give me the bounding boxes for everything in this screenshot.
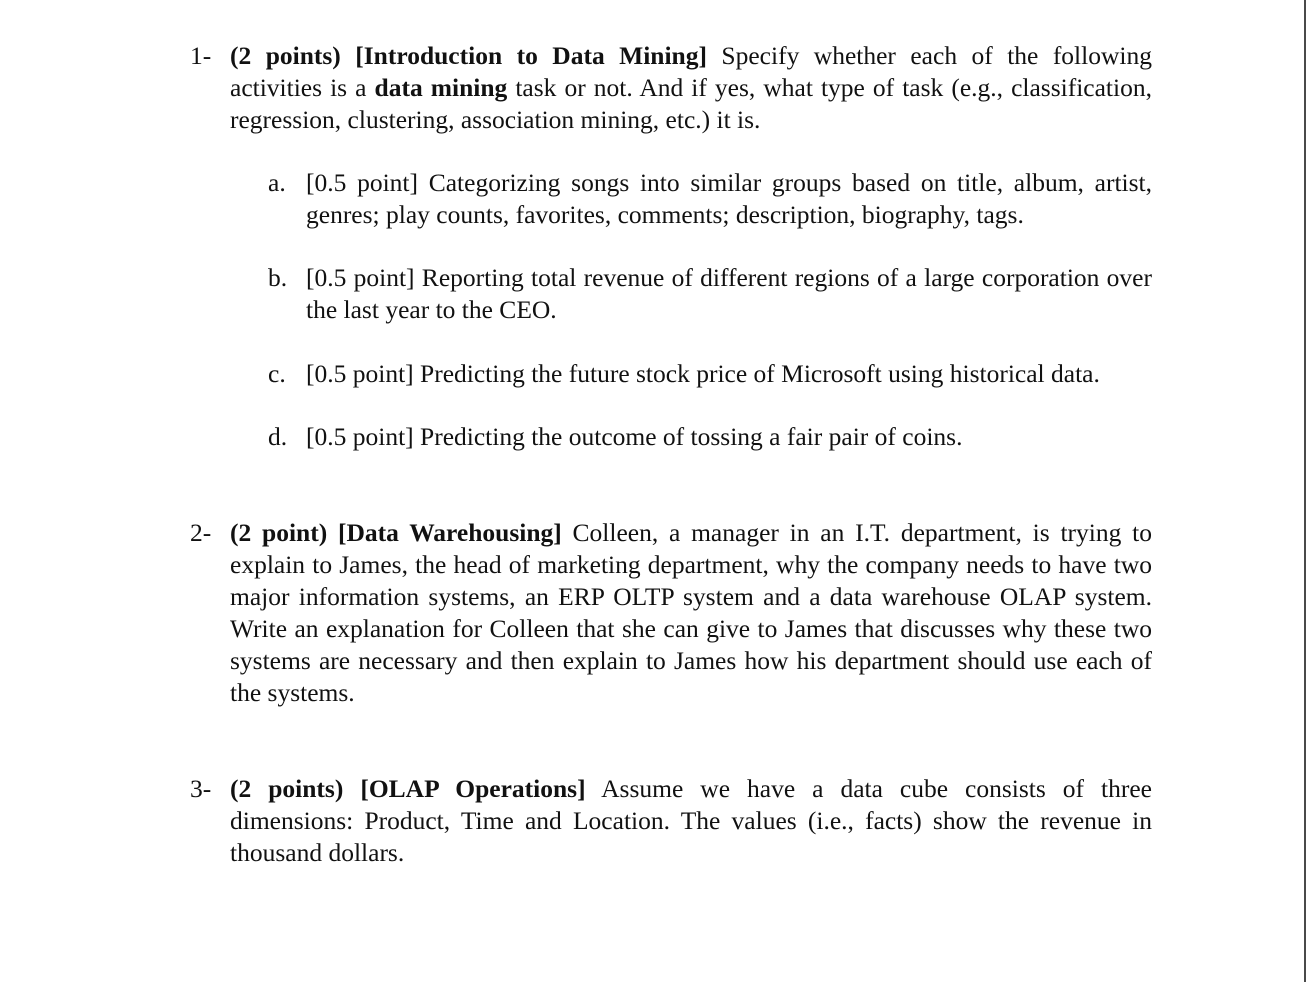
question-number: 1- (190, 41, 212, 70)
subitem-letter: d. (268, 422, 288, 451)
question-2 (190, 517, 1152, 709)
bold-phrase: data mining (374, 73, 508, 102)
question-body: Assume we have a data cube consists of three dimensions: Product, Time and Location. The values (i.e., facts) show the revenue in thousand dollars. (230, 774, 1152, 867)
question-number: 3- (190, 774, 212, 803)
subitem-text: [0.5 point] Predicting the outcome of tossing a fair pair of coins. (306, 422, 963, 451)
question-body: Colleen, a manager in an I.T. department, is trying to explain to James, the head of marketing department, why the company needs to have two major information systems, an ERP OLTP system and a data warehouse OLAP system. Write an explanation for Colleen that she can give to James that discusses why these two systems are necessary and then explain to James how his department should use each of the systems. (230, 518, 1152, 707)
question-text (230, 773, 1152, 869)
question-heading: (2 points) [Introduction to Data Mining] (230, 41, 707, 70)
question-text (230, 40, 1152, 136)
question-body: task or not. And if yes, what type of task (e.g., classification, regression, clustering, association mining, etc.) it is. (230, 73, 1152, 134)
subitem-text: [0.5 point] Reporting total revenue of different regions of a large corporation over the last year to the CEO. (306, 263, 1152, 324)
question-text (230, 517, 1152, 709)
question-3 (190, 773, 1152, 869)
subitem-text: [0.5 point] Predicting the future stock price of Microsoft using historical data. (306, 359, 1100, 388)
subitem-c (268, 358, 1152, 390)
question-heading: (2 points) [OLAP Operations] (230, 774, 586, 803)
question-body: Specify whether each of the following activities is a (230, 41, 1152, 102)
subitem-b (268, 262, 1152, 325)
question-heading-topic: [Data Warehousing] (337, 518, 562, 547)
subitem-d (268, 421, 1152, 453)
subitem-a (268, 167, 1152, 230)
subitem-text: [0.5 point] Categorizing songs into similar groups based on title, album, artist, genres; play counts, favorites, comments; description, biography, tags. (306, 168, 1152, 229)
subitem-letter: b. (268, 263, 288, 292)
subitem-letter: c. (268, 359, 286, 388)
question-heading-points: (2 point) (230, 518, 328, 547)
question-number: 2- (190, 518, 212, 547)
question-1 (190, 40, 1152, 136)
subitem-letter: a. (268, 168, 286, 197)
